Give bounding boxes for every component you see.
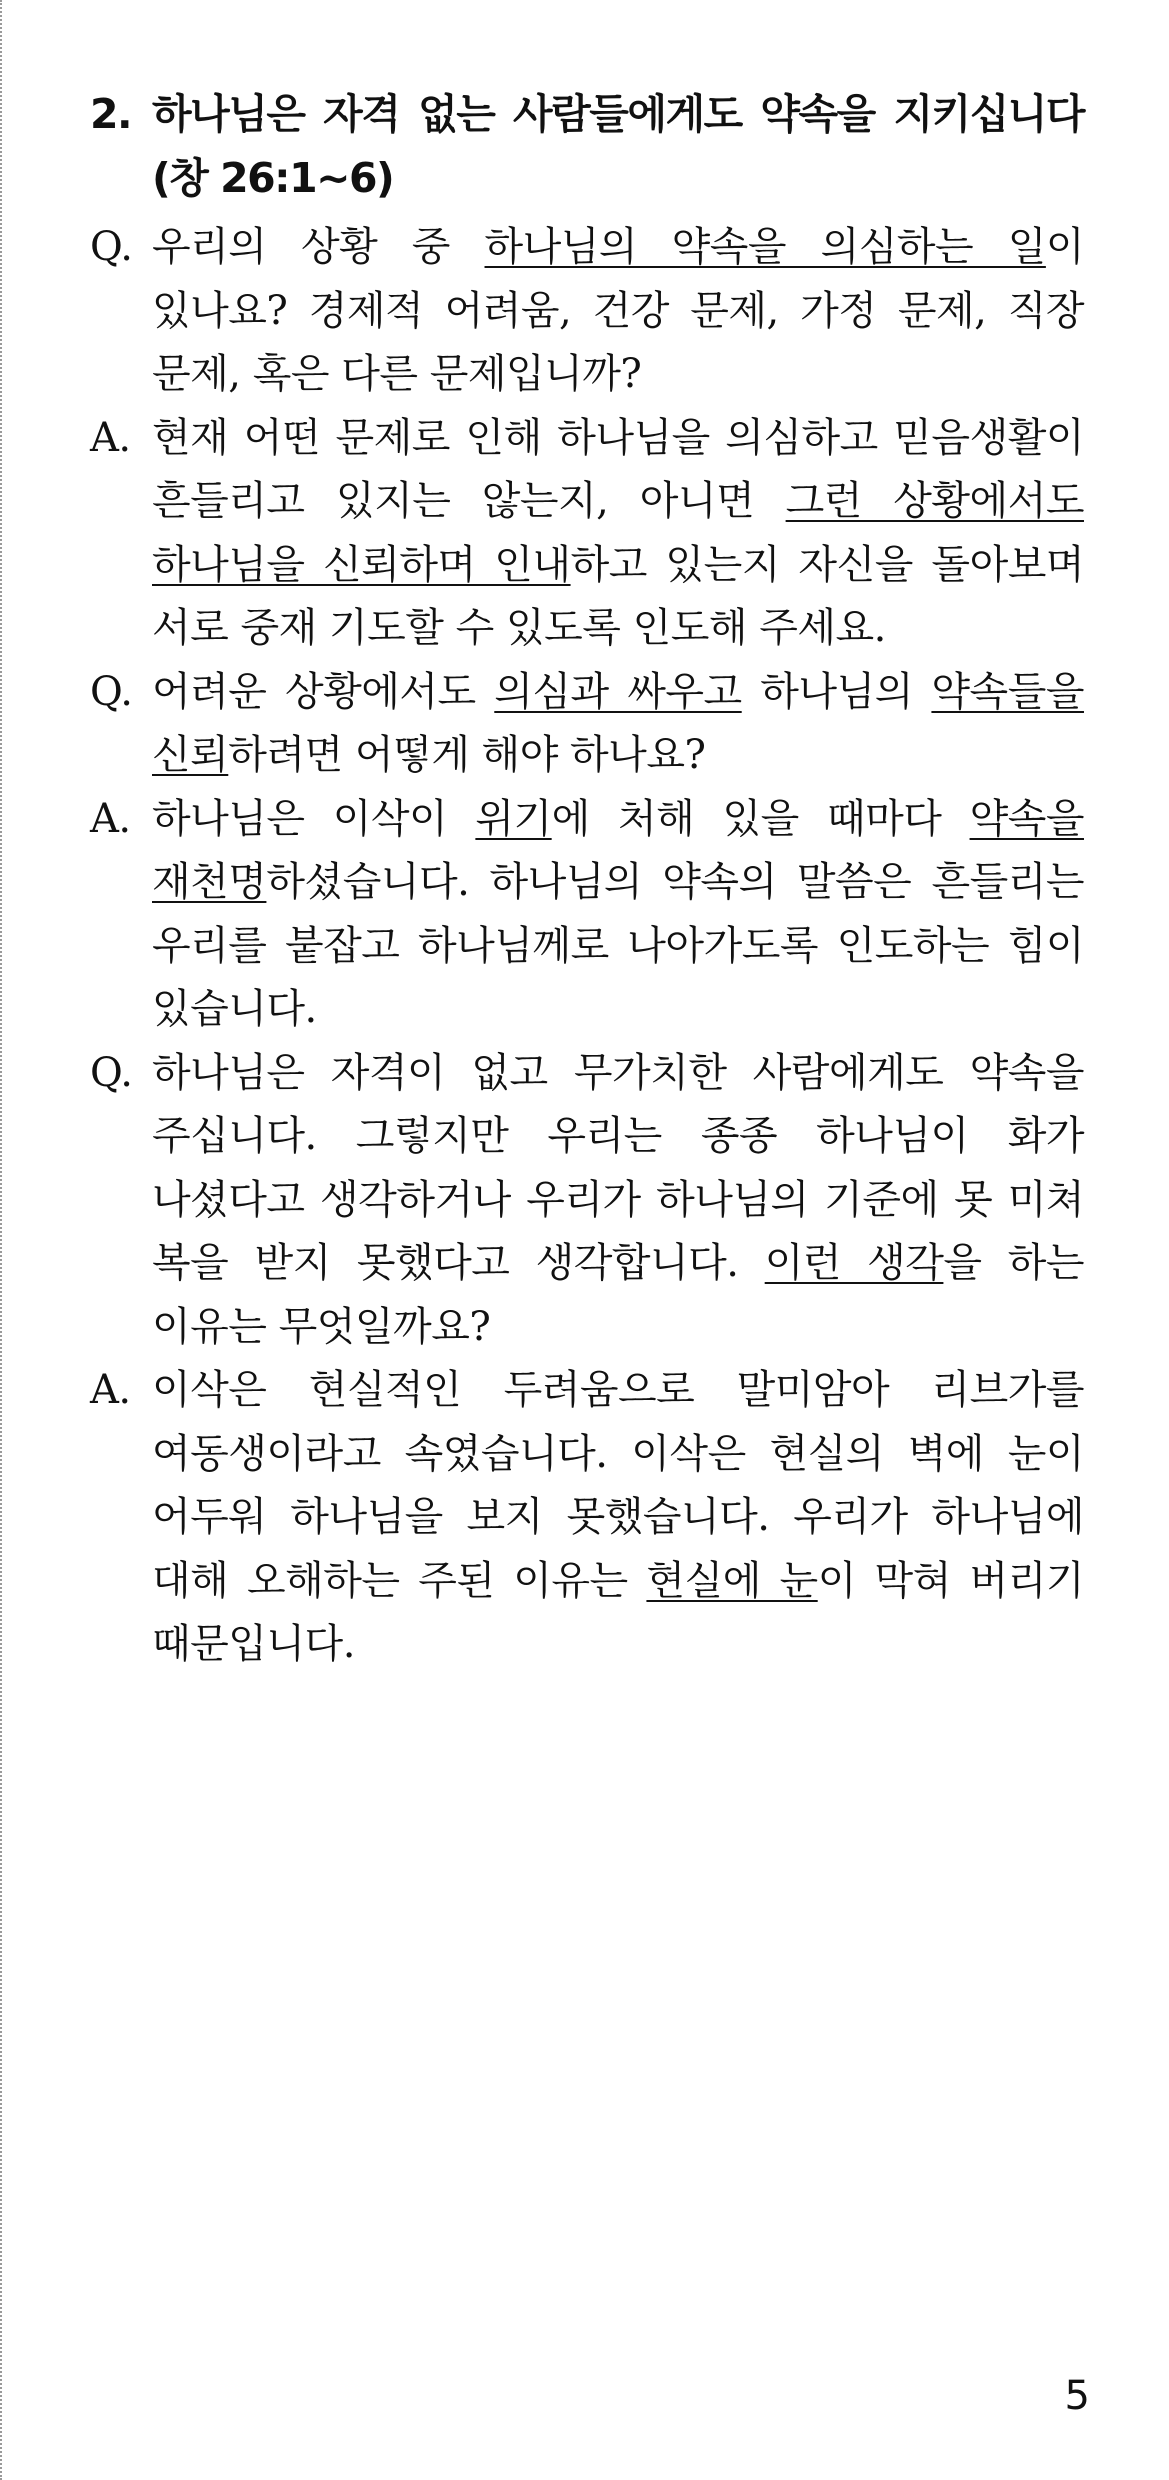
question-marker: Q. <box>90 224 133 270</box>
underlined-phrase: 위기 <box>475 795 552 842</box>
answer-marker: A. <box>90 414 131 461</box>
text-run: 하나님의 <box>741 668 932 715</box>
question-marker: Q. <box>90 668 133 715</box>
text-run: 이삭은 현실적인 두려움으로 말미암아 리브가를 여동생이라고 속였습니다. 이삭은 현실의 벽에 눈이 어두워 하나님을 보지 못했습니다. 우리가 하나님에 대해 오해하는 주된 이유는 <box>152 1367 1084 1604</box>
section-title: 하나님은 자격 없는 사람들에게도 약속을 지키십니다(창 26:1~6) <box>152 90 1084 202</box>
qa-list <box>90 216 1084 1677</box>
underlined-phrase: 약속들을 신뢰 <box>152 668 1084 778</box>
underlined-phrase: 하나님의 약속을 의심하는 일 <box>484 224 1046 270</box>
answer-text <box>152 407 1084 661</box>
underlined-phrase: 의심과 싸우고 <box>494 668 742 715</box>
text-run: 하려면 어떻게 해야 하나요? <box>228 732 706 778</box>
document-body <box>90 82 1084 1677</box>
page-edge-divider <box>0 0 2 2480</box>
text-run: 어려운 상황에서도 <box>152 668 495 715</box>
answer-item <box>90 1359 1084 1677</box>
question-item <box>90 661 1084 788</box>
answer-item <box>90 407 1084 661</box>
text-run: 을 하는 이유는 무엇일까요? <box>152 1240 1085 1350</box>
underlined-phrase: 그런 상황에서도 하나님을 신뢰하며 인내 <box>152 478 1084 588</box>
section-heading <box>90 82 1084 210</box>
answer-text <box>152 1359 1084 1677</box>
underlined-phrase: 이런 생각 <box>764 1240 944 1286</box>
text-run: 이 막혀 버리기 때문입니다. <box>152 1557 1084 1667</box>
text-run: 현재 어떤 문제로 인해 하나님을 의심하고 믿음생활이 흔들리고 있지는 않는지, 아니면 <box>152 414 1084 524</box>
text-run: 하나님은 이삭이 <box>152 795 476 842</box>
question-item <box>90 1042 1084 1360</box>
text-run: 이 있나요? 경제적 어려움, 건강 문제, 가정 문제, 직장 문제, 혹은 다른 문제입니까? <box>152 224 1085 397</box>
underlined-phrase: 현실에 눈 <box>646 1557 818 1604</box>
question-text <box>152 1042 1084 1360</box>
text-run: 하고 있는지 자신을 돌아보며 서로 중재 기도할 수 있도록 인도해 주세요. <box>152 541 1084 651</box>
section-number: 2. <box>90 90 132 138</box>
text-run: 하셨습니다. 하나님의 약속의 말씀은 흔들리는 우리를 붙잡고 하나님께로 나아가도록 인도하는 힘이 있습니다. <box>152 859 1084 1032</box>
page-number: 5 <box>1064 2373 1090 2419</box>
question-marker: Q. <box>90 1049 133 1096</box>
answer-marker: A. <box>90 795 131 842</box>
answer-text <box>152 788 1084 1042</box>
text-run: 에 처해 있을 때마다 <box>551 795 970 842</box>
text-run: 하나님은 자격이 없고 무가치한 사람에게도 약속을 주십니다. 그렇지만 우리는 종종 하나님이 화가 나셨다고 생각하거나 우리가 하나님의 기준에 못 미쳐 복을 받지 못했다고 생각합니다. <box>152 1049 1084 1286</box>
question-item <box>90 216 1084 407</box>
underlined-phrase: 약속을 재천명 <box>152 795 1084 905</box>
text-run: 우리의 상황 중 <box>152 224 485 270</box>
answer-marker: A. <box>90 1367 131 1413</box>
question-text <box>152 661 1084 788</box>
answer-item <box>90 788 1084 1042</box>
question-text <box>152 216 1084 407</box>
